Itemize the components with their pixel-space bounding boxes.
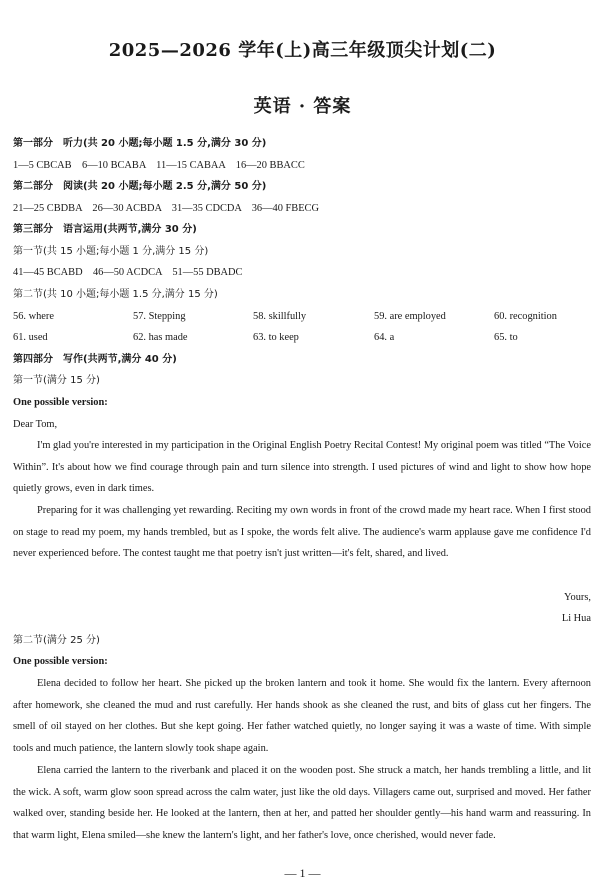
answer-item: 59. are employed bbox=[374, 311, 446, 322]
page-number: — 1 — bbox=[284, 866, 321, 880]
part2-answers: 21—25 CBDBA 26—30 ACBDA 31—35 CDCDA 36—40 FBECG bbox=[13, 203, 319, 214]
part4-heading: 第四部分 写作(共两节,满分 40 分) bbox=[13, 354, 177, 365]
part3-section2-heading: 第二节(共 10 小题;每小题 1.5 分,满分 15 分) bbox=[13, 289, 218, 300]
answer-item: 56. where bbox=[13, 311, 54, 322]
answer-item: 64. a bbox=[374, 332, 395, 343]
answer-item: 57. Stepping bbox=[133, 311, 186, 322]
letter-greeting: Dear Tom, bbox=[13, 419, 58, 430]
story-paragraph-1: Elena decided to follow her heart. She picked up the broken lantern and took it home. She would fix the lantern. Every afternoon after homework, she cleaned the mud and rust carefully. Her hands shook as she cleaned the rust, and bits of glass cut her fingers. The smell of oil stayed on her clothes. But she kept going. Her father watched quietly, no longer saying it was a waste of time. With simple tools and much patience, the lantern slowly took shape again. bbox=[13, 678, 591, 755]
letter-closing: Yours, bbox=[564, 592, 591, 603]
page-subtitle: 英语 · 答案 bbox=[253, 96, 352, 117]
part1-heading: 第一部分 听力(共 20 小题;每小题 1.5 分,满分 30 分) bbox=[13, 138, 267, 149]
version-label: One possible version: bbox=[13, 397, 108, 408]
part4-section1-heading: 第一节(满分 15 分) bbox=[13, 375, 100, 386]
letter-paragraph-2: Preparing for it was challenging yet rewarding. Reciting my own words in front of the crowd made my heart race. When I first stood on stage to read my poem, my hands trembled, but as I spoke, the words felt alive. The audience's warm applause gave me confidence I'd never experienced before. The contest taught me that poetry isn't just written—it's felt, shared, and lived. bbox=[13, 505, 591, 560]
story-paragraph-2: Elena carried the lantern to the riverbank and placed it on the wooden post. She struck a match, her hands trembling a little, and lit the wick. A soft, warm glow soon spread across the calm water, just like the old days. Villagers came out, surprised and moved. Her father walked over, standing beside her. He looked at the lantern, then at her, and patted her shoulder gently—his hand warm and reassuring. In that warm light, Elena smiled—she knew the lantern's light, and her father's love, once cherished, would never fade. bbox=[13, 765, 591, 842]
version-label: One possible version: bbox=[13, 656, 108, 667]
answer-item: 62. has made bbox=[133, 332, 188, 343]
page-title: 2025—2026 学年(上)高三年级顶尖计划(二) bbox=[108, 40, 497, 61]
part3-heading: 第三部分 语言运用(共两节,满分 30 分) bbox=[13, 224, 197, 235]
letter-signature: Li Hua bbox=[561, 613, 591, 624]
answer-item: 63. to keep bbox=[253, 332, 299, 343]
answer-item: 65. to bbox=[494, 332, 518, 343]
letter-paragraph-1: I'm glad you're interested in my participation in the Original English Poetry Recital Contest! My original poem was titled “The Voice Within”. It's about how we find courage through pain and turn silence into strength. I used pictures of wind and light to show how hope quietly grows, even in dark times. bbox=[13, 440, 591, 495]
answer-item: 58. skillfully bbox=[253, 311, 307, 322]
answer-item: 60. recognition bbox=[494, 311, 557, 322]
part4-section2-heading: 第二节(满分 25 分) bbox=[13, 635, 100, 646]
part3-section1-heading: 第一节(共 15 小题;每小题 1 分,满分 15 分) bbox=[13, 246, 209, 257]
part2-heading: 第二部分 阅读(共 20 小题;每小题 2.5 分,满分 50 分) bbox=[13, 181, 267, 192]
part1-answers: 1—5 CBCAB 6—10 BCABA 11—15 CABAA 16—20 BBACC bbox=[13, 160, 305, 171]
part3-section1-answers: 41—45 BCABD 46—50 ACDCA 51—55 DBADC bbox=[13, 267, 243, 278]
answer-item: 61. used bbox=[13, 332, 48, 343]
